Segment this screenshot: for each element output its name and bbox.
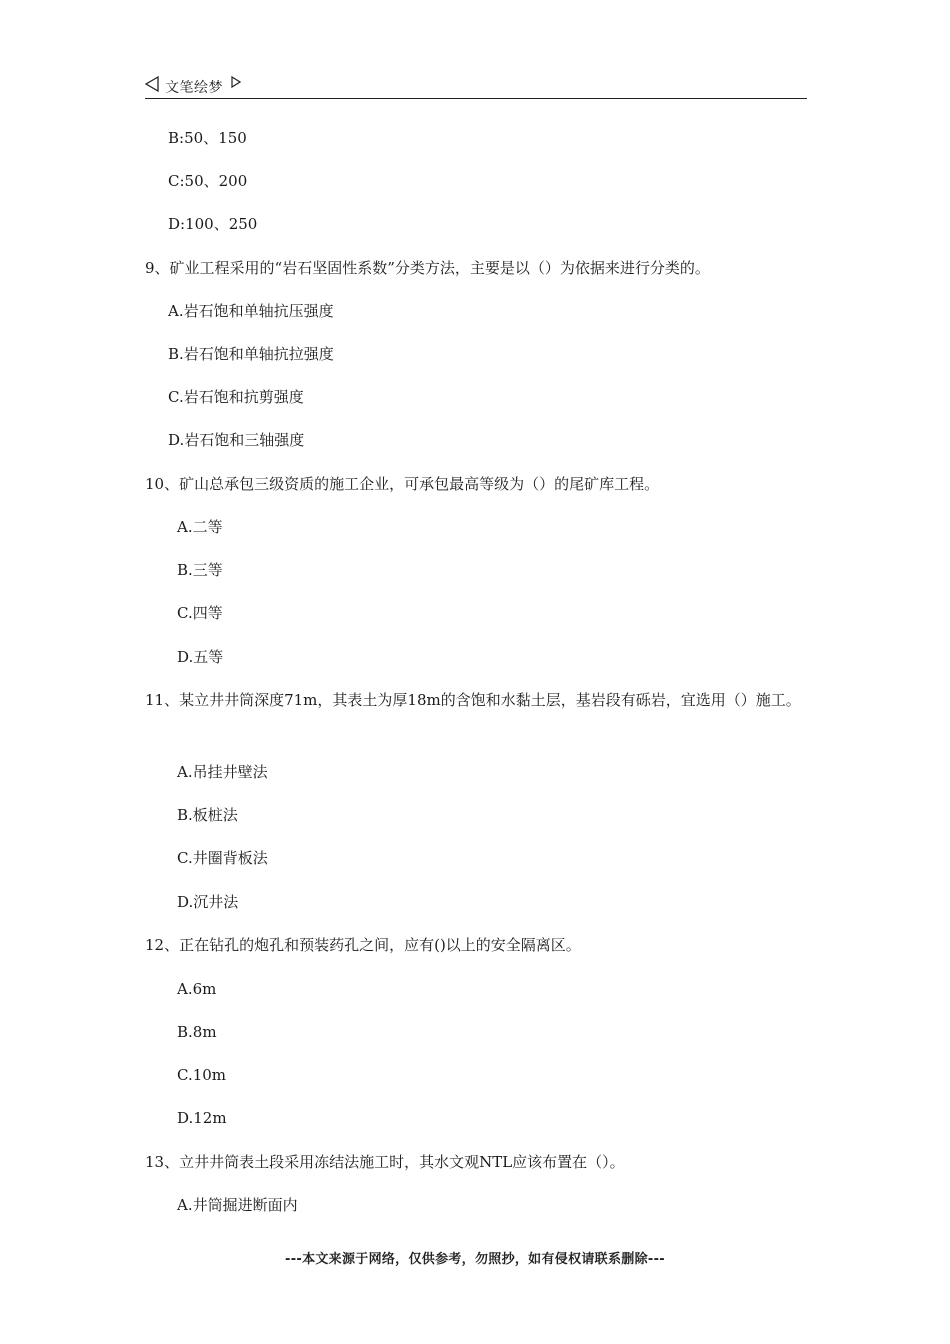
page-header [145, 72, 807, 99]
option-11c: C.井圈背板法 [177, 849, 268, 867]
option-9d: D.岩石饱和三轴强度 [168, 431, 305, 449]
triangle-left-icon [145, 76, 159, 92]
option-9a: A.岩石饱和单轴抗压强度 [168, 302, 334, 320]
option-11d: D.沉井法 [177, 893, 239, 911]
option-8c: C:50、200 [168, 172, 248, 190]
option-10b: B.三等 [177, 561, 223, 579]
triangle-right-icon [231, 76, 241, 88]
option-12d: D.12m [177, 1109, 227, 1127]
question-9: 9、矿业工程采用的“岩石坚固性系数”分类方法，主要是以（）为依据来进行分类的。 [145, 259, 710, 277]
header-brand: 文笔绘梦 [165, 80, 223, 96]
option-12a: A.6m [177, 980, 217, 998]
question-10: 10、矿山总承包三级资质的施工企业，可承包最高等级为（）的尾矿库工程。 [145, 475, 660, 493]
option-10a: A.二等 [177, 518, 223, 536]
question-12: 12、正在钻孔的炮孔和预装药孔之间，应有()以上的安全隔离区。 [145, 936, 581, 954]
option-9b: B.岩石饱和单轴抗拉强度 [168, 345, 334, 363]
option-8d: D:100、250 [168, 215, 258, 233]
option-10d: D.五等 [177, 648, 224, 666]
question-11: 11、某立井井筒深度71m，其表土为厚18m的含饱和水黏土层，基岩段有砾岩，宜选用（）施工。 [145, 691, 801, 709]
option-12b: B.8m [177, 1023, 217, 1041]
option-12c: C.10m [177, 1066, 227, 1084]
option-11b: B.板桩法 [177, 806, 238, 824]
option-9c: C.岩石饱和抗剪强度 [168, 388, 304, 406]
option-13a: A.井筒掘进断面内 [177, 1196, 298, 1214]
question-13: 13、立井井筒表土段采用冻结法施工时，其水文观NTL应该布置在（）。 [145, 1153, 625, 1171]
footer-disclaimer: ---本文来源于网络，仅供参考，勿照抄，如有侵权请联系删除--- [285, 1252, 665, 1267]
option-8b: B:50、150 [168, 129, 247, 147]
option-10c: C.四等 [177, 604, 223, 622]
option-11a: A.吊挂井壁法 [177, 763, 268, 781]
